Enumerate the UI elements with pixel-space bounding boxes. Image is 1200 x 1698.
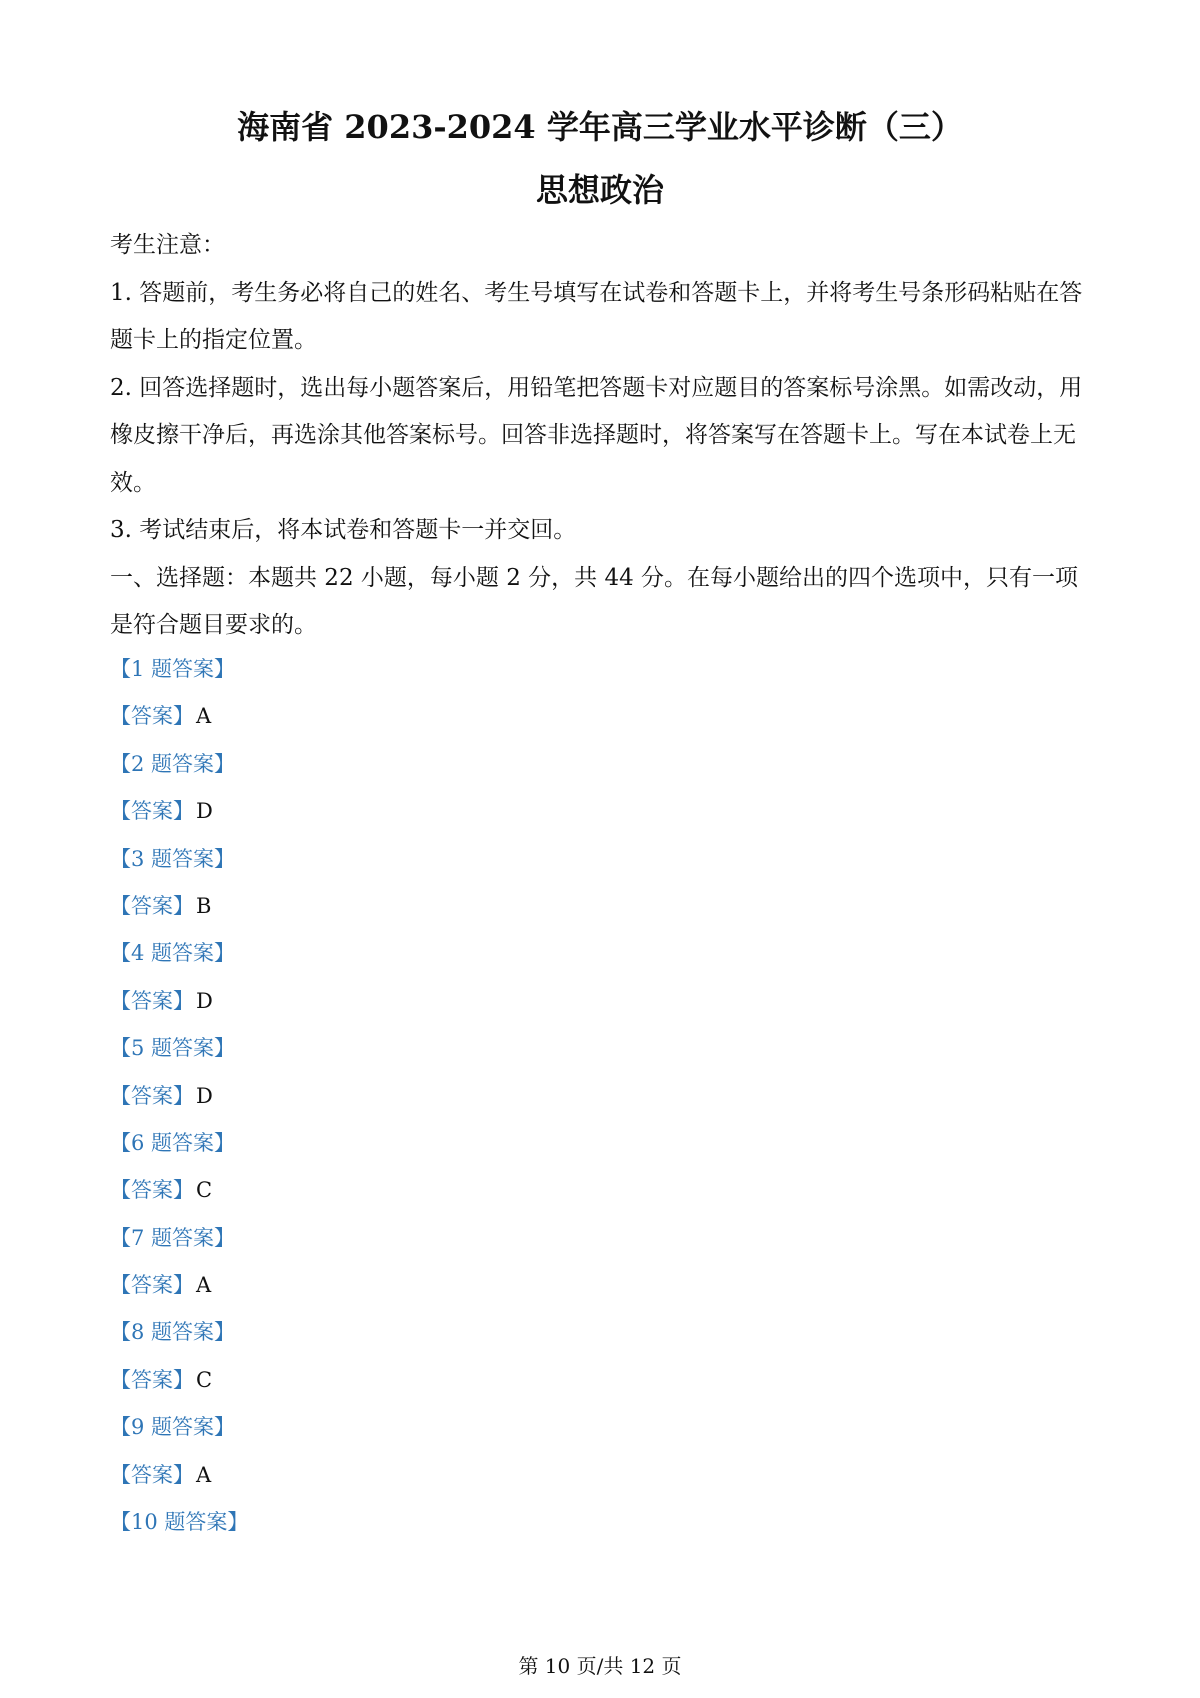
answer-value: D [196, 1083, 213, 1108]
question-label-6 [110, 1120, 710, 1167]
question-label: 【1 题答案】 [110, 657, 236, 681]
notice-section [110, 222, 1085, 650]
question-label: 【10 题答案】 [110, 1510, 249, 1535]
answer-line-3 [110, 883, 710, 930]
question-label: 【2 题答案】 [110, 751, 236, 776]
answer-value: A [196, 704, 212, 729]
notice-heading: 考生注意： [110, 232, 225, 258]
answer-line-9 [110, 1452, 710, 1499]
answer-label: 【答案】 [110, 1083, 194, 1108]
answer-value: C [196, 1178, 213, 1203]
question-label: 【8 题答案】 [110, 1320, 236, 1345]
answer-label: 【答案】 [110, 893, 194, 918]
answer-label: 【答案】 [110, 988, 194, 1013]
notice-item-1: 1. 答题前，考生务必将自己的姓名、考生号填写在试卷和答题卡上，并将考生号条形码粘贴在答题卡上的指定位置。 [110, 279, 1083, 353]
answer-label: 【答案】 [110, 704, 194, 729]
question-label: 【3 题答案】 [110, 846, 236, 871]
question-label-8 [110, 1309, 710, 1356]
answer-label: 【答案】 [110, 799, 194, 824]
question-label-3 [110, 836, 710, 883]
answer-line-6 [110, 1167, 710, 1214]
notice-item-3: 3. 考试结束后，将本试卷和答题卡一并交回。 [110, 517, 577, 543]
question-label-7 [110, 1215, 710, 1262]
answer-label: 【答案】 [110, 1273, 194, 1298]
question-label: 【7 题答案】 [110, 1225, 236, 1250]
section-heading: 一、选择题：本题共 22 小题，每小题 2 分，共 44 分。在每小题给出的四个选项中，只有一项是符合题目要求的。 [110, 564, 1079, 638]
question-label-2 [110, 741, 710, 788]
answer-value: B [196, 893, 212, 918]
page-number: 第 10 页/共 12 页 [518, 1654, 682, 1678]
answer-label: 【答案】 [110, 1462, 194, 1487]
answer-line-1 [110, 693, 710, 740]
answer-value: A [196, 1462, 212, 1487]
question-label-10 [110, 1499, 710, 1546]
question-label-4 [110, 930, 710, 977]
document-title: 海南省 2023-2024 学年高三学业水平诊断（三） [237, 108, 963, 146]
question-label: 【6 题答案】 [110, 1130, 236, 1155]
answer-line-7 [110, 1262, 710, 1309]
question-label-9 [110, 1404, 710, 1451]
answer-line-2 [110, 788, 710, 835]
question-label: 【9 题答案】 [110, 1415, 236, 1440]
question-label: 【4 题答案】 [110, 941, 236, 966]
question-label-5 [110, 1025, 710, 1072]
answer-value: D [196, 988, 213, 1013]
notice-item-2: 2. 回答选择题时，选出每小题答案后，用铅笔把答题卡对应题目的答案标号涂黑。如需改动，用橡皮擦干净后，再选涂其他答案标号。回答非选择题时，将答案写在答题卡上。写在本试卷上无效。 [110, 374, 1083, 496]
question-label: 【5 题答案】 [110, 1036, 236, 1061]
answer-label: 【答案】 [110, 1178, 194, 1203]
answer-value: A [196, 1273, 212, 1298]
answer-line-8 [110, 1357, 710, 1404]
answer-line-5 [110, 1073, 710, 1120]
answer-value: C [196, 1367, 213, 1392]
answer-line-4 [110, 978, 710, 1025]
document-subject: 思想政治 [535, 171, 664, 209]
question-label-1 [110, 646, 710, 693]
answer-value: D [196, 799, 213, 824]
answer-label: 【答案】 [110, 1367, 194, 1392]
answer-list [110, 646, 710, 1546]
